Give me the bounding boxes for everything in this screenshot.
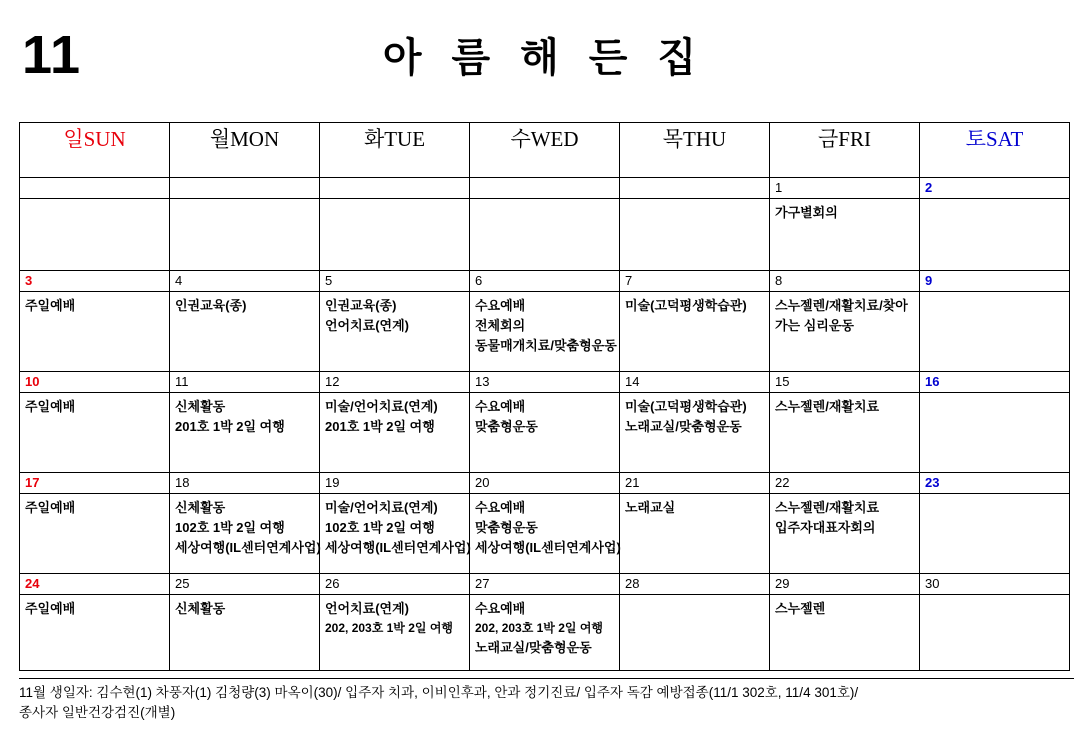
day-number: 18 [175, 475, 190, 490]
day-events [620, 393, 769, 437]
day-events [320, 199, 469, 203]
day-events [470, 199, 619, 203]
event-item: 스누젤렌/재활치료 [775, 500, 880, 515]
calendar-day-cell[interactable] [770, 574, 920, 671]
event-item: 가구별회의 [775, 205, 838, 220]
calendar-container [19, 122, 1070, 671]
day-events [320, 494, 469, 558]
event-item: 맞춤형운동 [475, 419, 538, 435]
event-item: 수요예배 [475, 399, 526, 414]
event-item: 신체활동 [175, 601, 226, 616]
weekday-header-tue: 화TUE [320, 123, 470, 178]
day-number: 1 [775, 180, 783, 195]
footer-note [19, 678, 1074, 724]
day-events [170, 199, 319, 203]
day-events [470, 393, 619, 437]
day-number: 7 [625, 273, 633, 288]
event-item: 노래교실/맞춤형운동 [475, 639, 592, 655]
day-events [20, 393, 169, 417]
calendar-empty-cell[interactable] [170, 178, 320, 271]
day-events [920, 292, 1069, 296]
day-events [470, 292, 619, 356]
calendar-week-row [20, 271, 1070, 372]
event-item: 노래교실/맞춤형운동 [625, 419, 742, 435]
calendar-day-cell[interactable] [770, 271, 920, 372]
event-item: 스누젤렌 [775, 601, 826, 616]
event-item: 가는 심리운동 [775, 318, 854, 334]
day-events [170, 595, 319, 619]
day-events [770, 494, 919, 538]
day-number: 28 [625, 576, 640, 591]
calendar-day-cell[interactable] [620, 271, 770, 372]
day-number: 15 [775, 374, 790, 389]
weekday-header-row [20, 123, 1070, 178]
event-item: 주일예배 [25, 399, 76, 414]
calendar-day-cell[interactable] [20, 372, 170, 473]
day-events [620, 292, 769, 316]
day-number: 25 [175, 576, 190, 591]
event-item: 미술(고덕평생학습관) [625, 298, 747, 313]
event-item: 미술(고덕평생학습관) [625, 399, 747, 414]
day-number: 4 [175, 273, 183, 288]
event-item: 노래교실 [625, 500, 676, 515]
calendar-day-cell[interactable] [770, 473, 920, 574]
day-number: 16 [925, 374, 940, 389]
calendar-day-cell[interactable] [620, 574, 770, 671]
day-number [170, 178, 319, 198]
event-item: 202, 203호 1박 2일 여행 [325, 621, 454, 636]
event-item: 스누젤렌/재활치료/찾아 [775, 298, 908, 313]
event-item: 미술/언어치료(연계) [325, 500, 438, 515]
day-number [470, 178, 619, 198]
day-number: 24 [25, 576, 40, 591]
day-number [20, 178, 169, 198]
calendar-day-cell[interactable] [320, 473, 470, 574]
calendar-day-cell[interactable] [20, 271, 170, 372]
day-number: 23 [925, 475, 940, 490]
calendar-day-cell[interactable] [320, 372, 470, 473]
day-events [770, 199, 919, 223]
weekday-header-sun: 일SUN [20, 123, 170, 178]
event-item: 102호 1박 2일 여행 [325, 520, 435, 536]
event-item: 입주자대표자회의 [775, 520, 876, 536]
day-events [320, 292, 469, 336]
day-events [920, 595, 1069, 599]
page-header [0, 0, 1089, 104]
calendar-day-cell[interactable] [170, 574, 320, 671]
calendar-day-cell[interactable] [170, 271, 320, 372]
calendar-day-cell[interactable] [470, 271, 620, 372]
day-events [170, 292, 319, 316]
calendar-day-cell[interactable] [470, 473, 620, 574]
calendar-day-cell[interactable] [20, 574, 170, 671]
day-events [20, 595, 169, 619]
calendar-day-cell[interactable] [770, 178, 920, 271]
calendar-empty-cell[interactable] [620, 178, 770, 271]
day-events [470, 595, 619, 658]
event-item: 수요예배 [475, 298, 526, 313]
calendar-day-cell[interactable] [170, 372, 320, 473]
event-item: 주일예배 [25, 298, 76, 313]
day-number: 26 [325, 576, 340, 591]
calendar-week-row [20, 473, 1070, 574]
event-item: 신체활동 [175, 399, 226, 414]
day-events [770, 393, 919, 417]
calendar-day-cell[interactable] [920, 178, 1070, 271]
day-number: 8 [775, 273, 783, 288]
day-number [320, 178, 469, 198]
event-item: 미술/언어치료(연계) [325, 399, 438, 414]
day-number: 27 [475, 576, 490, 591]
day-events [770, 292, 919, 336]
event-item: 수요예배 [475, 500, 526, 515]
event-item: 전체회의 [475, 318, 526, 334]
day-number: 10 [25, 374, 40, 389]
calendar-body [20, 178, 1070, 671]
calendar-day-cell[interactable] [170, 473, 320, 574]
day-number: 6 [475, 273, 483, 288]
calendar-empty-cell[interactable] [320, 178, 470, 271]
event-item: 동물매개치료/맞춤형운동 [475, 338, 617, 354]
calendar-week-row [20, 372, 1070, 473]
day-number: 17 [25, 475, 40, 490]
event-item: 202, 203호 1박 2일 여행 [475, 621, 604, 636]
day-events [170, 494, 319, 558]
calendar-week-row [20, 178, 1070, 271]
day-number: 3 [25, 273, 33, 288]
day-events [920, 393, 1069, 397]
calendar-day-cell[interactable] [20, 473, 170, 574]
calendar-day-cell[interactable] [920, 473, 1070, 574]
day-number: 19 [325, 475, 340, 490]
calendar-day-cell[interactable] [320, 574, 470, 671]
day-events [920, 494, 1069, 498]
day-events [620, 199, 769, 203]
event-item: 언어치료(연계) [325, 318, 410, 334]
event-item: 주일예배 [25, 500, 76, 515]
day-events [170, 393, 319, 437]
event-item: 언어치료(연계) [325, 601, 410, 616]
month-number: 11 [22, 25, 82, 85]
calendar-empty-cell[interactable] [20, 178, 170, 271]
day-number: 29 [775, 576, 790, 591]
day-number: 20 [475, 475, 490, 490]
day-number: 5 [325, 273, 333, 288]
calendar-day-cell[interactable] [770, 372, 920, 473]
event-item: 세상여행(IL센터연계사업) [175, 540, 321, 556]
event-item: 세상여행(IL센터연계사업) [325, 540, 471, 556]
event-item: 201호 1박 2일 여행 [325, 419, 435, 435]
day-events [770, 595, 919, 619]
event-item: 주일예배 [25, 601, 76, 616]
day-events [20, 494, 169, 518]
day-number: 13 [475, 374, 490, 389]
event-item: 102호 1박 2일 여행 [175, 520, 285, 536]
event-item: 인권교육(종) [325, 298, 397, 313]
day-number: 22 [775, 475, 790, 490]
calendar-day-cell[interactable] [920, 271, 1070, 372]
calendar-table [19, 122, 1070, 671]
event-item: 맞춤형운동 [475, 520, 538, 536]
calendar-day-cell[interactable] [320, 271, 470, 372]
day-number: 2 [925, 180, 933, 195]
day-events [20, 292, 169, 316]
day-events [20, 199, 169, 203]
calendar-empty-cell[interactable] [470, 178, 620, 271]
calendar-day-cell[interactable] [920, 574, 1070, 671]
day-events [320, 595, 469, 638]
day-number: 9 [925, 273, 933, 288]
day-events [920, 199, 1069, 203]
day-number: 14 [625, 374, 640, 389]
calendar-day-cell[interactable] [920, 372, 1070, 473]
day-number [620, 178, 769, 198]
weekday-header-mon: 월MON [170, 123, 320, 178]
event-item: 201호 1박 2일 여행 [175, 419, 285, 435]
day-number: 12 [325, 374, 340, 389]
page-title: 아 름 해 든 집 [382, 35, 707, 80]
day-events [470, 494, 619, 558]
weekday-header-thu: 목THU [620, 123, 770, 178]
event-item: 신체활동 [175, 500, 226, 515]
calendar-day-cell[interactable] [470, 372, 620, 473]
calendar-day-cell[interactable] [620, 372, 770, 473]
day-number: 21 [625, 475, 640, 490]
day-number: 30 [925, 576, 940, 591]
calendar-day-cell[interactable] [470, 574, 620, 671]
day-events [620, 494, 769, 518]
footer-line-2: 종사자 일반건강검진(개별) [19, 705, 176, 721]
calendar-week-row [20, 574, 1070, 671]
day-number: 11 [175, 374, 189, 389]
event-item: 스누젤렌/재활치료 [775, 399, 880, 414]
day-events [320, 393, 469, 437]
event-item: 세상여행(IL센터연계사업) [475, 540, 621, 556]
event-item: 수요예배 [475, 601, 526, 616]
weekday-header-fri: 금FRI [770, 123, 920, 178]
weekday-header-wed: 수WED [470, 123, 620, 178]
event-item: 인권교육(종) [175, 298, 247, 313]
footer-line-1: 11월 생일자: 김수현(1) 차풍자(1) 김청량(3) 마옥이(30)/ 입주자 치과, 이비인후과, 안과 정기진료/ 입주자 독감 예방접종(11/1 302호, 11/4 301호)/ [19, 685, 859, 700]
day-events [620, 595, 769, 599]
weekday-header-sat: 토SAT [920, 123, 1070, 178]
calendar-day-cell[interactable] [620, 473, 770, 574]
